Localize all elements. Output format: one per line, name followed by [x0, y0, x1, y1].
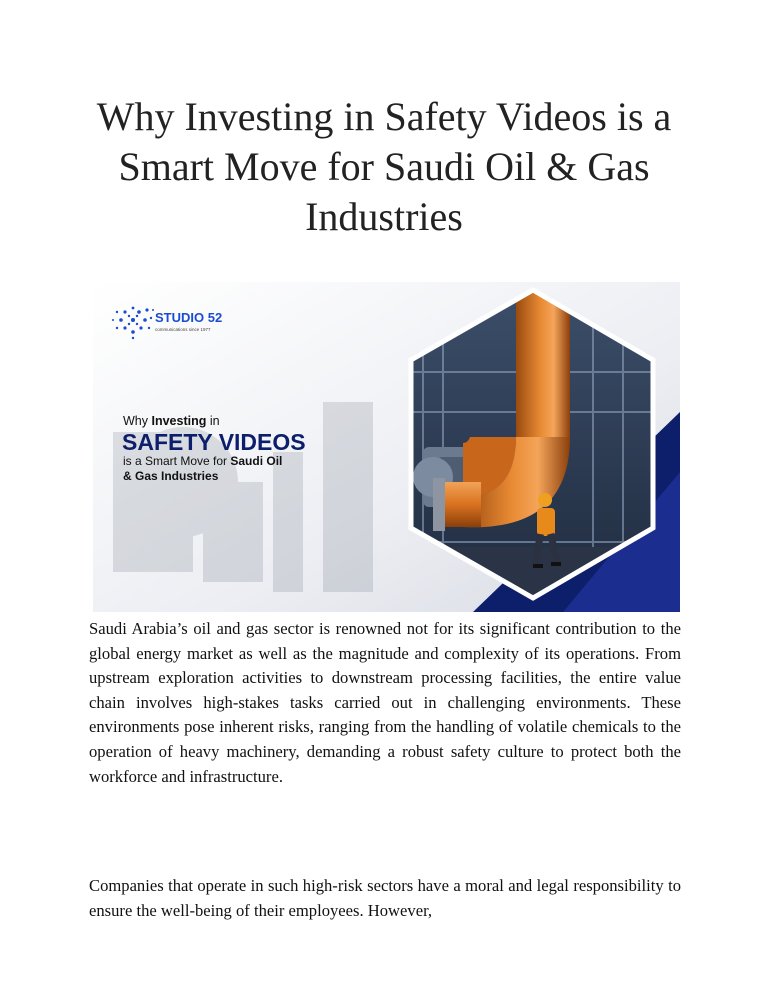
page-title: Why Investing in Safety Videos is a Smart Move for Saudi Oil & Gas Industries: [96, 94, 672, 239]
banner-headline-big: SAFETY VIDEOS: [122, 429, 306, 455]
banner-headline-line3: is a Smart Move for Saudi Oil: [123, 454, 283, 468]
banner-headline-line4: & Gas Industries: [123, 469, 219, 483]
paragraph-responsibility: Companies that operate in such high-risk sectors have a moral and legal responsibility to ensure the well-being of their employees. However,: [89, 876, 681, 920]
paragraph-intro: Saudi Arabia’s oil and gas sector is renowned not for its significant contribution to the global energy market as well as the magnitude and complexity of its operations. From upstream exploration activities to downstream processing facilities, the entire value chain involves high-stakes tasks carried out in challenging environments. These environments pose inherent risks, ranging from the handling of volatile chemicals to the operation of heavy machinery, demanding a robust safety culture to protect both the workforce and infrastructure.: [89, 619, 681, 786]
logo-wordmark: STUDIO 52: [155, 310, 223, 325]
hero-banner-image: [93, 282, 680, 612]
logo-tagline: communications since 1977: [155, 327, 211, 332]
banner-headline-line1: Why Investing in: [123, 414, 220, 428]
